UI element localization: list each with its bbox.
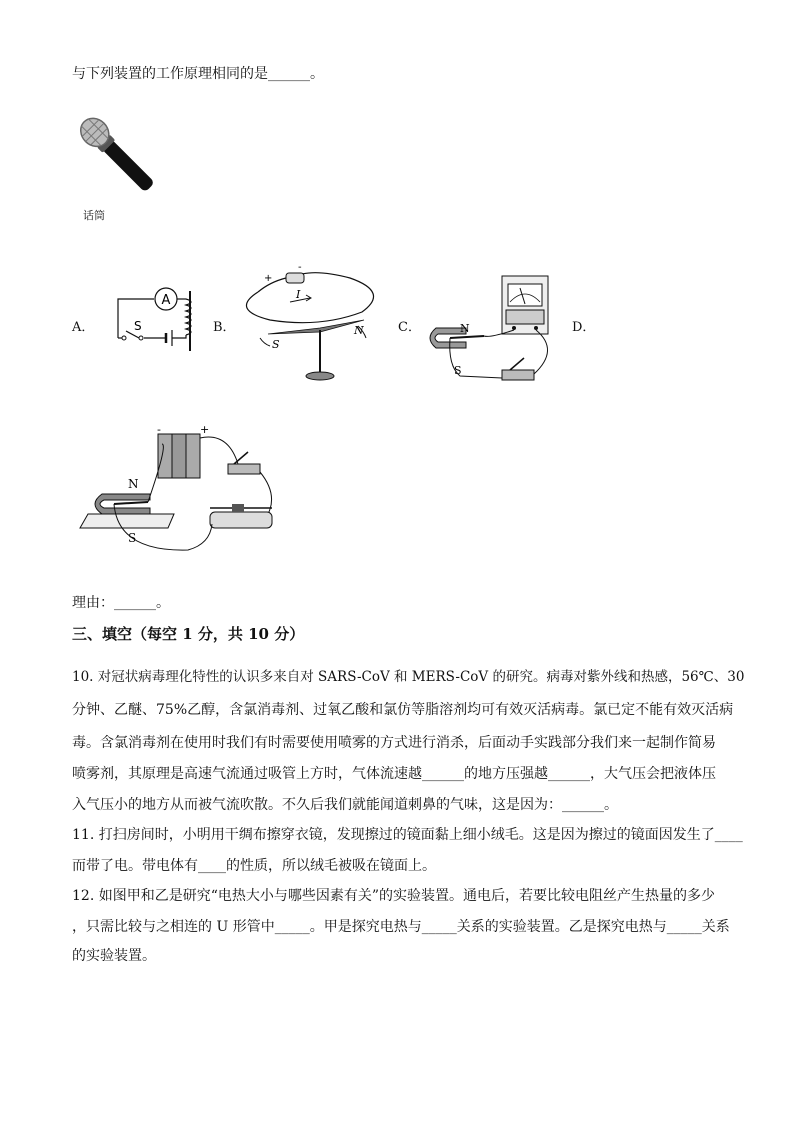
ammeter-label: A [161,293,171,308]
b-minus-label: - [298,262,302,273]
option-c-label: C． [398,320,421,335]
d-pole-s-label: S [128,531,137,545]
reason-line: 理由：______。 [72,595,170,611]
q12-line-2: ，只需比较与之相连的 U 形管中_____。甲是探究电热与_____关系的实验装置。乙是探究电热与_____关系 [72,919,730,935]
d-pole-n-label: N [128,477,139,491]
option-d-label: D． [572,320,596,335]
diagram-d [78,424,278,559]
q10-line-2: 分钟、乙醚、75%乙醇，含氯消毒剂、过氧乙酸和氯仿等脂溶剂均可有效灭活病毒。氯已定不能有效灭活病 [72,702,734,718]
c-pole-n-label: N [460,322,470,335]
microphone-image [70,110,162,200]
q12-line-1: 12. 如图甲和乙是研究“电热大小与哪些因素有关”的实验装置。通电后，若要比较电阻丝产生热量的多少 [72,888,716,904]
section-heading: 三、填空（每空 1 分，共 10 分） [72,625,305,643]
microphone-caption: 话筒 [83,209,105,222]
q11-line-1: 11. 打扫房间时，小明用干绸布擦穿衣镜，发现擦过的镜面黏上细小绒毛。这是因为擦过的镜面因发生了____ [72,827,743,843]
option-a-label: A． [72,320,95,335]
d-minus-label: - [157,423,161,436]
q10-line-1: 10. 对冠状病毒理化特性的认识多来自对 SARS-CoV 和 MERS-CoV 的研究。病毒对紫外线和热感，56℃、30 [72,669,745,685]
diagram-a [110,283,210,358]
b-pole-n-label: N [354,324,364,337]
q11-line-2: 而带了电。带电体有____的性质，所以绒毛被吸在镜面上。 [72,858,436,874]
q10-line-5: 入气压小的地方从而被气流吹散。不久后我们就能闻道刺鼻的气味，这是因为：______。 [72,797,618,813]
q12-line-3: 的实验装置。 [72,948,156,964]
diagram-c [420,270,560,385]
b-pole-s-label: S [272,338,280,351]
current-label: I [296,288,301,301]
q10-line-3: 毒。含氯消毒剂在使用时我们有时需要使用喷雾的方式进行消杀，后面动手实践部分我们来一起制作简易 [72,735,716,751]
q10-line-4: 喷雾剂，其原理是高速气流通过吸管上方时，气体流速越______的地方压强越______，大气压会把液体压 [72,766,716,782]
switch-label: S [134,319,142,333]
b-plus-label: + [264,273,273,284]
d-plus-label: + [200,423,210,436]
c-pole-s-label: S [454,364,462,377]
diagram-b [240,262,380,387]
option-b-label: B． [213,320,236,335]
question-intro: 与下列装置的工作原理相同的是______。 [72,66,324,82]
